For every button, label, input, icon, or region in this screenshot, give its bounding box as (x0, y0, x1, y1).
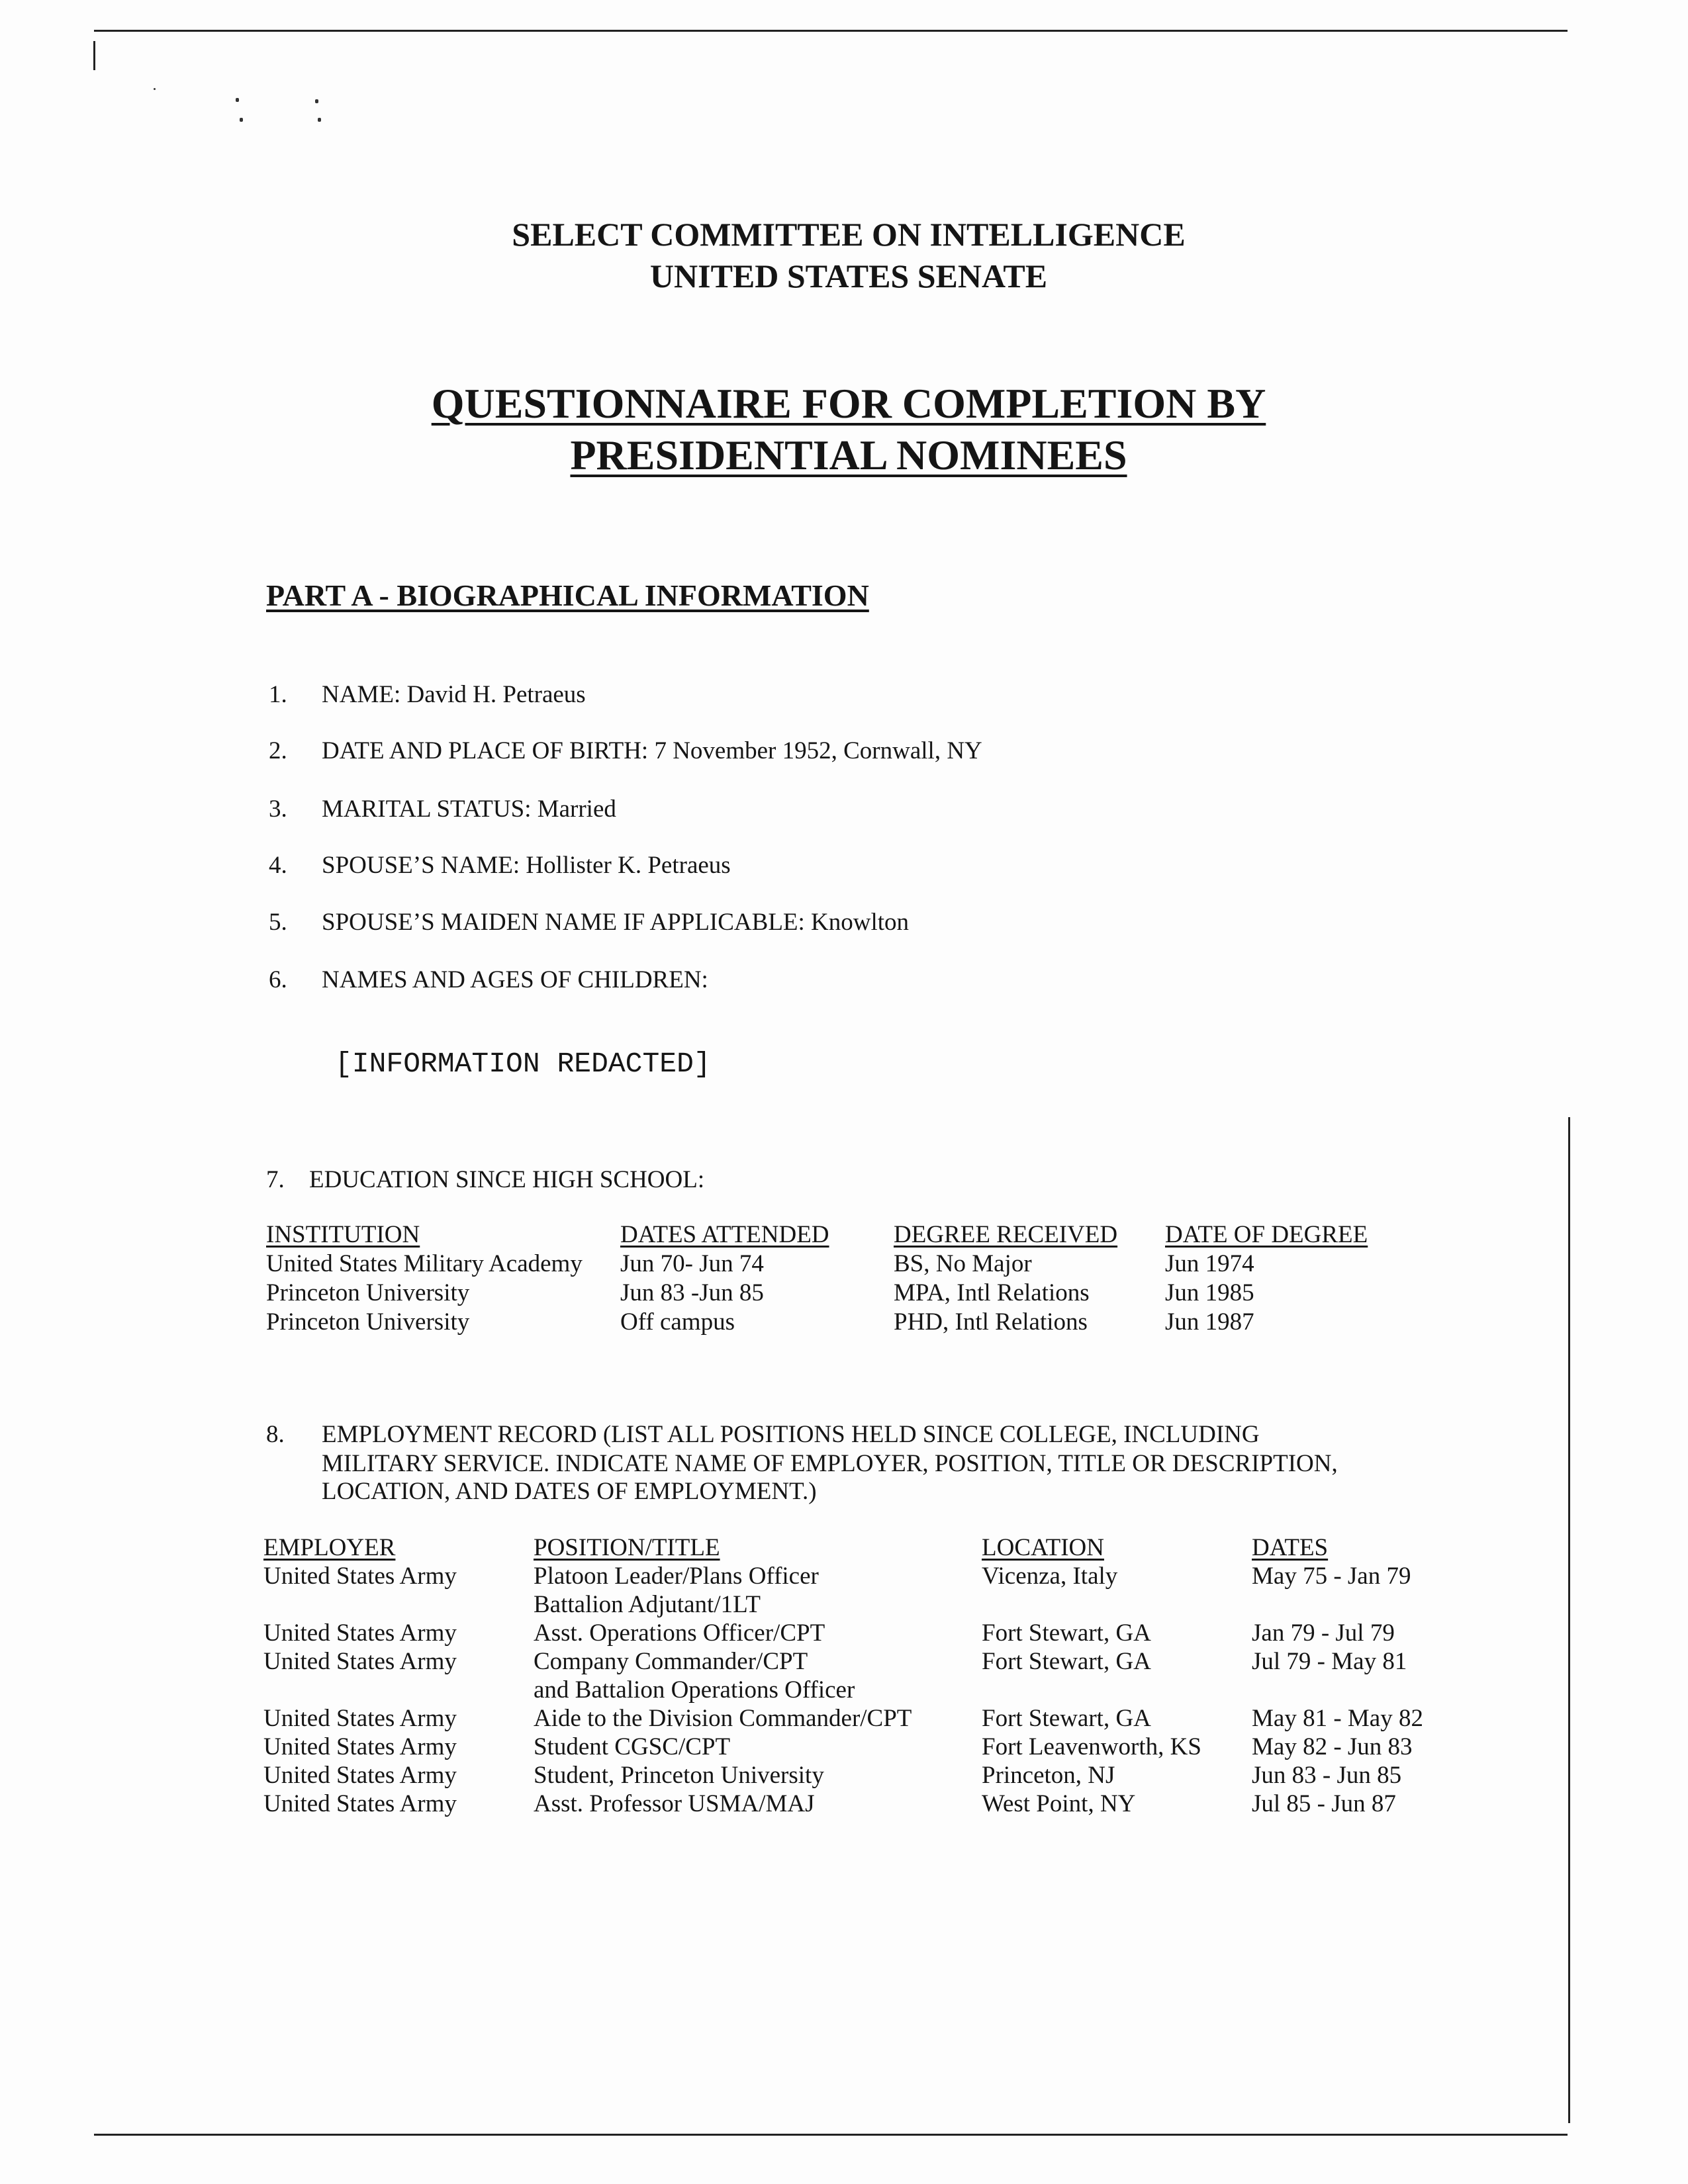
education-cell: PHD, Intl Relations (894, 1308, 1088, 1336)
dates-cell: Jul 79 - May 81 (1252, 1648, 1407, 1675)
location-cell: Fort Stewart, GA (982, 1648, 1151, 1675)
scan-speck (236, 98, 239, 102)
employment-column-header: DATES (1252, 1534, 1329, 1561)
dates-cell: May 82 - Jun 83 (1252, 1733, 1413, 1760)
position-cell: Platoon Leader/Plans Officer (534, 1563, 819, 1590)
education-column-header: DATE OF DEGREE (1165, 1221, 1368, 1248)
left-corner-mark (93, 41, 95, 70)
committee-name: SELECT COMMITTEE ON INTELLIGENCE (512, 216, 1186, 253)
item-number: 3. (269, 796, 287, 823)
education-cell: Princeton University (266, 1308, 470, 1336)
position-cell: Battalion Adjutant/1LT (534, 1591, 761, 1618)
item-text: MARITAL STATUS: Married (322, 796, 616, 823)
document-title-line2: PRESIDENTIAL NOMINEES (570, 432, 1127, 478)
scan-speck (318, 118, 321, 122)
item-number: 5. (269, 909, 287, 936)
employment-column-header: LOCATION (982, 1534, 1104, 1561)
employment-number: 8. (266, 1421, 285, 1448)
employer-cell: United States Army (263, 1762, 457, 1789)
dates-cell: May 75 - Jan 79 (1252, 1563, 1411, 1590)
employer-cell: United States Army (263, 1648, 457, 1675)
item-text: DATE AND PLACE OF BIRTH: 7 November 1952, Cornwall, NY (322, 737, 982, 764)
employer-cell: United States Army (263, 1619, 457, 1647)
location-cell: Princeton, NJ (982, 1762, 1115, 1789)
employment-instruction-line: EMPLOYMENT RECORD (LIST ALL POSITIONS HELD SINCE COLLEGE, INCLUDING (322, 1421, 1260, 1448)
education-cell: Off campus (620, 1308, 735, 1336)
position-cell: Asst. Operations Officer/CPT (534, 1619, 825, 1647)
item-number: 6. (269, 966, 287, 993)
item-text: NAMES AND AGES OF CHILDREN: (322, 966, 708, 993)
position-cell: and Battalion Operations Officer (534, 1676, 855, 1704)
position-cell: Student CGSC/CPT (534, 1733, 731, 1760)
bottom-border-line (94, 2134, 1568, 2136)
education-column-header: DATES ATTENDED (620, 1221, 829, 1248)
item-number: 2. (269, 737, 287, 764)
employment-instruction-line: MILITARY SERVICE. INDICATE NAME OF EMPLOYER, POSITION, TITLE OR DESCRIPTION, (322, 1450, 1338, 1477)
education-number: 7. (266, 1166, 285, 1193)
dates-cell: Jun 83 - Jun 85 (1252, 1762, 1402, 1789)
education-column-header: INSTITUTION (266, 1221, 420, 1248)
position-cell: Aide to the Division Commander/CPT (534, 1705, 912, 1732)
education-cell: BS, No Major (894, 1250, 1032, 1277)
location-cell: West Point, NY (982, 1790, 1136, 1817)
right-margin-line (1568, 1117, 1570, 2123)
employer-cell: United States Army (263, 1790, 457, 1817)
education-cell: United States Military Academy (266, 1250, 583, 1277)
redacted-notice: [INFORMATION REDACTED] (335, 1048, 711, 1080)
senate-name: UNITED STATES SENATE (649, 257, 1048, 295)
employer-cell: United States Army (263, 1563, 457, 1590)
education-cell: MPA, Intl Relations (894, 1279, 1090, 1306)
item-number: 4. (269, 852, 287, 879)
item-text: SPOUSE’S MAIDEN NAME IF APPLICABLE: Knowlton (322, 909, 910, 936)
item-text: SPOUSE’S NAME: Hollister K. Petraeus (322, 852, 731, 879)
location-cell: Fort Stewart, GA (982, 1705, 1151, 1732)
item-number: 1. (269, 681, 287, 708)
location-cell: Fort Stewart, GA (982, 1619, 1151, 1647)
position-cell: Company Commander/CPT (534, 1648, 808, 1675)
employer-cell: United States Army (263, 1733, 457, 1760)
education-cell: Princeton University (266, 1279, 470, 1306)
location-cell: Vicenza, Italy (982, 1563, 1118, 1590)
location-cell: Fort Leavenworth, KS (982, 1733, 1201, 1760)
employment-column-header: EMPLOYER (263, 1534, 396, 1561)
dates-cell: Jan 79 - Jul 79 (1252, 1619, 1395, 1647)
scan-speck (154, 88, 156, 90)
top-border-line (94, 30, 1568, 32)
education-cell: Jun 1987 (1165, 1308, 1254, 1336)
employer-cell: United States Army (263, 1705, 457, 1732)
education-column-header: DEGREE RECEIVED (894, 1221, 1118, 1248)
education-cell: Jun 1974 (1165, 1250, 1254, 1277)
position-cell: Asst. Professor USMA/MAJ (534, 1790, 815, 1817)
education-cell: Jun 70- Jun 74 (620, 1250, 764, 1277)
part-a-heading: PART A - BIOGRAPHICAL INFORMATION (266, 578, 869, 612)
dates-cell: Jul 85 - Jun 87 (1252, 1790, 1396, 1817)
scan-speck (240, 118, 243, 122)
education-cell: Jun 1985 (1165, 1279, 1254, 1306)
scan-speck (315, 99, 318, 103)
dates-cell: May 81 - May 82 (1252, 1705, 1423, 1732)
education-cell: Jun 83 -Jun 85 (620, 1279, 764, 1306)
employment-column-header: POSITION/TITLE (534, 1534, 720, 1561)
document-title-line1: QUESTIONNAIRE FOR COMPLETION BY (431, 380, 1266, 427)
item-text: NAME: David H. Petraeus (322, 681, 586, 708)
employment-instruction-line: LOCATION, AND DATES OF EMPLOYMENT.) (322, 1478, 817, 1505)
position-cell: Student, Princeton University (534, 1762, 824, 1789)
education-label: EDUCATION SINCE HIGH SCHOOL: (309, 1166, 705, 1193)
